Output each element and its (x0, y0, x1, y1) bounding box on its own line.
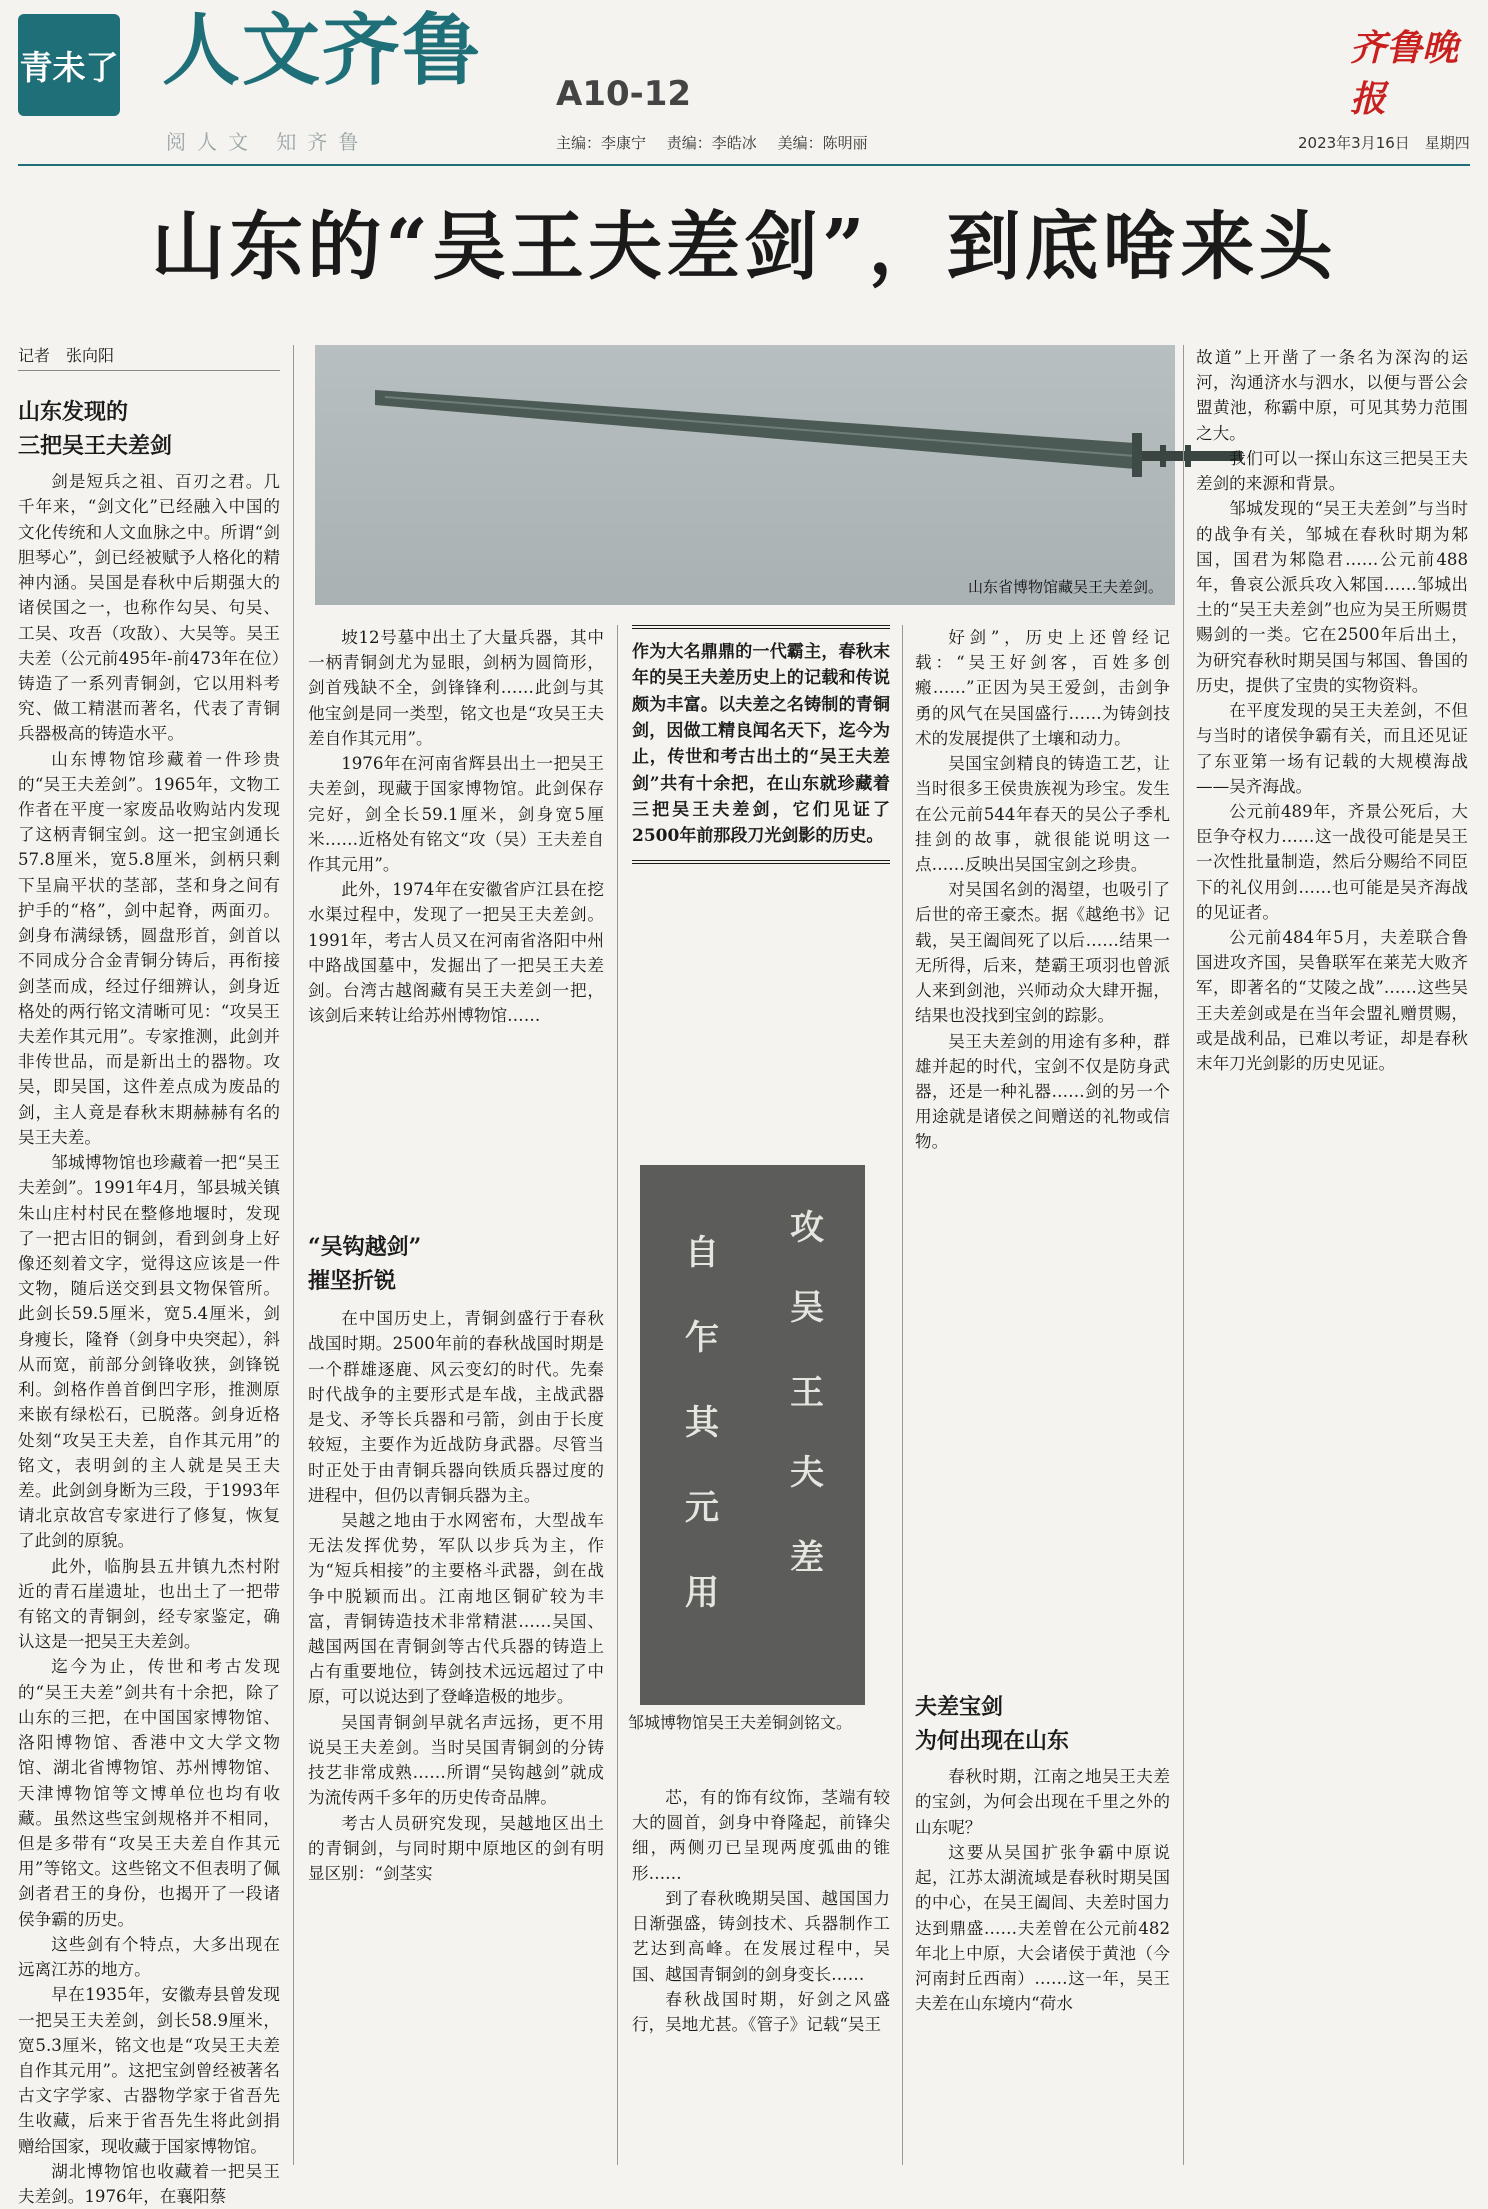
article-column-2-continued (308, 1230, 604, 2165)
paragraph: 好剑”，历史上还曾经记载：“吴王好剑客，百姓多创瘢……”正因为吴王爱剑，击剑争勇的风气在吴国盛行……为铸剑技术的发展提供了土壤和动力。 (915, 628, 1170, 748)
section-title: 人文齐鲁 (162, 5, 483, 96)
sword-hoop (1160, 445, 1166, 467)
article-byline: 记者 张向阳 (18, 343, 280, 371)
paragraph: 这些剑有个特点，大多出现在远离江苏的地方。 (18, 1934, 280, 1980)
paragraph: 此外，临朐县五井镇九杰村附近的青石崖遗址，也出土了一把带有铭文的青铜剑，经专家鉴定，确认这是一把吴王夫差剑。 (18, 1556, 280, 1652)
inscription-glyph: 吴 (790, 1288, 824, 1328)
paragraph: 吴国宝剑精良的铸造工艺，让当时很多王侯贵族视为珍宝。发生在公元前544年春天的吴公子季札挂剑的故事，就很能说明这一点……反映出吴国宝剑之珍贵。 (915, 754, 1170, 874)
paragraph: 邹城博物馆也珍藏着一把“吴王夫差剑”。1991年4月，邹县城关镇朱山庄村村民在整修地堰时，发现了一把古旧的铜剑，看到剑身上好像还刻着文字，觉得这应该是一件文物，随后送交到县文物保管所。此剑长59.5厘米，宽5.4厘米，剑身瘦长，隆脊（剑身中央突起），斜从而宽，前部分剑锋收狭，剑锋锐利。剑格作兽首倒凹字形，推测原来嵌有绿松石，已脱落。剑身近格处刻“攻吴王夫差，自作其元用”的铭文，表明剑的主人就是吴王夫差。此剑剑身断为三段，于1993年请北京故宫专家进行了修复，恢复了此剑的原貌。 (18, 1153, 280, 1551)
paragraph: 这要从吴国扩张争霸中原说起，江苏太湖流域是春秋时期吴国的中心，在吴王阖闾、夫差时国力达到鼎盛……夫差曾在公元前482年北上中原，大会诸侯于黄池（今河南封丘西南）……这一年，吴王夫差在山东境内“荷水 (915, 1842, 1170, 2014)
column-divider (293, 345, 294, 2165)
sword-blade (375, 390, 1135, 469)
art-editor: 美编：陈明丽 (777, 134, 868, 152)
paragraph: 此外，1974年在安徽省庐江县在挖水渠过程中，发现了一把吴王夫差剑。1991年，考古人员又在河南省洛阳中州中路战国墓中，发掘出了一把吴王夫差剑。台湾古越阁藏有吴王夫差剑一把，该剑后来转让给苏州博物馆…… (308, 880, 604, 1026)
paragraph: 考古人员研究发现，吴越地区出土的青铜剑，与同时期中原地区的剑有明显区别：“剑茎实 (308, 1813, 604, 1883)
column-divider (902, 625, 903, 2165)
paragraph: 1976年在河南省辉县出土一把吴王夫差剑，现藏于国家博物馆。此剑保存完好，剑全长59.1厘米，剑身宽5厘米……近格处有铭文“攻（吴）王夫差自作其元用”。 (308, 754, 604, 874)
paragraph: 剑是短兵之祖、百刃之君。几千年来，“剑文化”已经融入中国的文化传统和人文血脉之中。所谓“剑胆琴心”，剑已经被赋予人格化的精神内涵。吴国是春秋中后期强大的诸侯国之一，也称作勾吴、句吴、工吴、攻吾（攻敔）、大吴等。吴王夫差（公元前495年-前473年在位）铸造了一系列青铜剑，它以用料考究、做工精湛而著名，代表了青铜兵器极高的铸造水平。 (18, 472, 280, 744)
section-heading: “吴钩越剑” (308, 1234, 422, 1260)
paragraph: 迄今为止，传世和考古发现的“吴王夫差”剑共有十余把，除了山东的三把，在中国国家博物馆、洛阳博物馆、香港中文大学文物馆、湖北省博物馆、苏州博物馆、天津博物馆等文博单位也均有收藏。虽然这些宝剑规格并不相同，但是多带有“攻吴王夫差自作其元用”等铭文。这些铭文不但表明了佩剑者君王的身份，也揭开了一段诸侯争霸的历史。 (18, 1657, 280, 1929)
header-divider (18, 164, 1470, 166)
paragraph: 吴国青铜剑早就名声远扬，更不用说吴王夫差剑。当时吴国青铜剑的分铸技艺非常成熟……所谓“吴钩越剑”就成为流传两千多年的历史传奇品牌。 (308, 1712, 604, 1808)
inscription-glyph: 乍 (685, 1318, 719, 1358)
article-column-2 (308, 625, 604, 1070)
paragraph: 公元前484年5月，夫差联合鲁国进攻齐国，吴鲁联军在莱芜大败齐军，即著名的“艾陵之战”……这些吴王夫差剑或是在当年会盟礼赠贯赐，或是战利品，已难以考证，却是春秋末年刀光剑影的历史见证。 (1196, 928, 1468, 1074)
paragraph: 芯，有的饰有纹饰，茎端有较大的圆首，剑身中脊隆起，前锋尖细，两侧刃已呈现两度弧曲的锥形…… (632, 1788, 890, 1883)
column-divider (617, 625, 618, 2165)
section-heading: 三把吴王夫差剑 (18, 433, 173, 460)
page-code: A10-12 (556, 74, 692, 114)
sword-photo-caption: 山东省博物馆藏吴王夫差剑。 (967, 578, 1163, 596)
section-heading: 夫差宝剑 (915, 1694, 1004, 1720)
paragraph: 在平度发现的吴王夫差剑，不但与当时的诸侯争霸有关，而且还见证了东亚第一场有记载的大规模海战——吴齐海战。 (1196, 701, 1468, 796)
inscription-glyph: 自 (685, 1233, 719, 1273)
sword-hoop (1185, 445, 1191, 467)
sword-ridge (385, 397, 1135, 456)
paragraph: 湖北博物馆也收藏着一把吴王夫差剑。1976年，在襄阳蔡 (18, 2161, 280, 2207)
article-headline: 山东的“吴王夫差剑”，到底啥来头 (151, 204, 1337, 290)
section-slogan: 阅人文 知齐鲁 (166, 130, 370, 154)
paragraph: 我们可以一探山东这三把吴王夫差剑的来源和背景。 (1196, 448, 1468, 494)
paragraph: 山东博物馆珍藏着一件珍贵的“吴王夫差剑”。1965年，文物工作者在平度一家废品收购站内发现了这柄青铜宝剑。这一把宝剑通长57.8厘米，宽5.8厘米，剑柄只剩下呈扁平状的茎部，茎和身之间有护手的“格”，剑中起脊，两面刃。剑身布满绿锈，圆盘形首，剑首以不同成分合金青铜分铸后，再衔接剑茎而成，经过仔细辨认，剑身近格处的两行铭文清晰可见：“攻吴王夫差作其元用”。专家推测，此剑并非传世品，而是新出土的器物。攻吴，即吴国，这件差点成为废品的剑，主人竟是春秋末期赫赫有名的吴王夫差。 (18, 749, 280, 1147)
newspaper-section-logo: 青未了 (18, 14, 120, 116)
sword-photo (315, 345, 1175, 605)
paragraph: 对吴国名剑的渴望，也吸引了后世的帝王豪杰。据《越绝书》记载，吴王阖闾死了以后……结果一无所得，后来，楚霸王项羽也曾派人来到剑池，兴师动众大肆开掘，结果也没找到宝剑的踪影。 (915, 880, 1170, 1026)
article-column-4-continued (915, 1690, 1170, 2165)
paragraph: 公元前489年，齐景公死后，大臣争夺权力……这一战役可能是吴王一次性批量制造，然后分赐给不同臣下的礼仪用剑……也可能是吴齐海战的见证者。 (1196, 801, 1468, 922)
paragraph: 春秋时期，江南之地吴王夫差的宝剑，为何会出现在千里之外的山东呢？ (915, 1767, 1170, 1837)
paragraph: 故道”上开凿了一条名为深沟的运河，沟通济水与泗水，以便与晋公会盟黄池，称霸中原，可见其势力范围之大。 (1196, 348, 1468, 443)
section-heading: 摧坚折锐 (308, 1268, 397, 1295)
inscription-glyph: 元 (685, 1488, 719, 1528)
paragraph: 春秋战国时期，好剑之风盛行，吴地尤甚。《管子》记载“吴王 (632, 1989, 890, 2034)
section-heading: 为何出现在山东 (915, 1728, 1070, 1755)
sword-illustration (315, 345, 1175, 605)
paragraph: 吴王夫差剑的用途有多种，群雄并起的时代，宝剑不仅是防身武器，还是一种礼器……剑的另一个用途就是诸侯之间赠送的礼物或信物。 (915, 1031, 1170, 1152)
newspaper-masthead: 齐鲁晚报 (1350, 27, 1459, 120)
paragraph: 到了春秋晚期吴国、越国国力日渐强盛，铸剑技术、兵器制作工艺达到高峰。在发展过程中，吴国、越国青铜剑的剑身变长…… (632, 1888, 890, 1984)
inscription-glyph: 其 (685, 1403, 719, 1443)
paragraph: 在中国历史上，青铜剑盛行于春秋战国时期。2500年前的春秋战国时期是一个群雄逐鹿、风云变幻的时代。先秦时代战争的主要形式是车战，主战武器是戈、矛等长兵器和弓箭，剑由于长度较短，主要作为近战防身武器。尽管当时正处于由青铜兵器向铁质兵器过度的进程中，但仍以青铜兵器为主。 (308, 1309, 604, 1505)
inscription-glyph: 夫 (790, 1453, 824, 1493)
inscription-glyph: 差 (790, 1538, 824, 1578)
issue-date: 2023年3月16日 星期四 (1298, 134, 1470, 152)
article-summary: 作为大名鼎鼎的一代霸主，春秋末年的吴王夫差历史上的记载和传说颇为丰富。以夫差之名铸制的青铜剑，因做工精良闻名天下，迄今为止，传世和考古出土的“吴王夫差剑”共有十余把，在山东就珍藏着三把吴王夫差剑，它们见证了2500年前那段刀光剑影的历史。 (632, 625, 890, 864)
inscription-caption: 邹城博物馆吴王夫差铜剑铭文。 (628, 1713, 853, 1732)
inscription-rubbing (640, 1165, 865, 1705)
inscription-glyph: 用 (685, 1573, 719, 1613)
paragraph: 邹城发现的“吴王夫差剑”与当时的战争有关，邹城在春秋时期为邾国，国君为邾隐君……公元前488年，鲁哀公派兵攻入邾国……邹城出土的“吴王夫差剑”也应为吴王所赐贯赐剑的一类。它在2500年后出土，为研究春秋时期吴国与邾国、鲁国的历史，提供了宝贵的实物资料。 (1196, 499, 1468, 695)
article-column-4 (915, 625, 1170, 1685)
inscription-glyph: 攻 (790, 1208, 824, 1248)
article-column-5 (1196, 345, 1468, 2165)
paragraph: 吴越之地由于水网密布，大型战车无法发挥优势，军队以步兵为主，作为“短兵相接”的主要格斗武器，剑在战争中脱颖而出。江南地区铜矿较为丰富，青铜铸造技术非常精湛……吴国、越国两国在青铜剑等古代兵器的铸造上占有重要地位，铸剑技术远远超过了中原，可以说达到了登峰造极的地步。 (308, 1510, 604, 1707)
column-divider (1183, 345, 1184, 2165)
editor-credits (556, 132, 884, 153)
paragraph: 坡12号墓中出土了大量兵器，其中一柄青铜剑尤为显眼，剑柄为圆筒形，剑首残缺不全，剑锋锋利……此剑与其他宝剑是同一类型，铭文也是“攻吴王夫差自作其元用”。 (308, 628, 604, 748)
section-heading: 山东发现的 (18, 399, 129, 425)
article-column-3 (632, 1785, 890, 2165)
article-column-1 (18, 395, 280, 2207)
duty-editor: 责编：李皓冰 (666, 134, 757, 152)
editor: 主编：李康宁 (556, 134, 647, 152)
paragraph: 早在1935年，安徽寿县曾发现一把吴王夫差剑，剑长58.9厘米，宽5.3厘米，铭文也是“攻吴王夫差自作其元用”。这把宝剑曾经被著名古文字学家、古器物学家于省吾先生收藏，后来于省吾先生将此剑捐赠给国家，现收藏于国家博物馆。 (18, 1985, 280, 2156)
inscription-glyph: 王 (790, 1373, 824, 1413)
sword-guard (1132, 433, 1142, 477)
